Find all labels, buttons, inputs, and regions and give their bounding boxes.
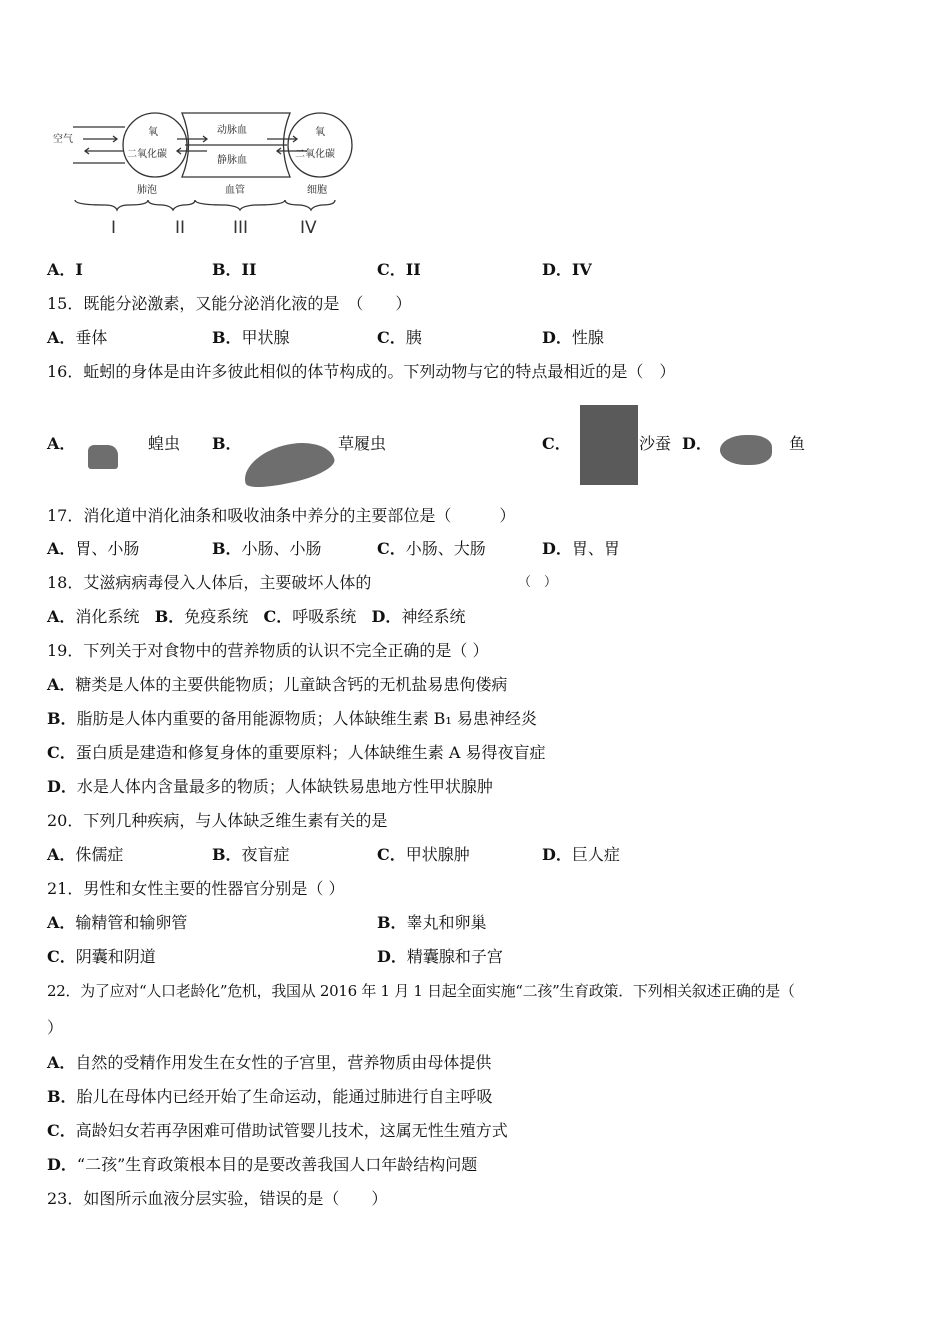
option-a: A．侏儒症 bbox=[47, 845, 124, 864]
option-a: A．胃、小肠 bbox=[47, 539, 140, 558]
stage-2: II bbox=[175, 218, 186, 238]
option-c: C．蛋白质是建造和修复身体的重要原料；人体缺维生素 A 易得夜盲症 bbox=[47, 743, 546, 762]
option-a: A．自然的受精作用发生在女性的子宫里，营养物质由母体提供 bbox=[47, 1053, 492, 1072]
question-21: 21．男性和女性主要的性器官分别是（ ） bbox=[47, 879, 345, 898]
option-a: A．糖类是人体的主要供能物质；儿童缺含钙的无机盐易患佝偻病 bbox=[47, 675, 508, 694]
stage-3: III bbox=[233, 218, 249, 238]
option-d: D．巨人症 bbox=[542, 845, 620, 864]
option-d-text: 鱼 bbox=[789, 434, 806, 453]
option-b: B．小肠、小肠 bbox=[212, 539, 322, 558]
question-19: 19．下列关于对食物中的营养物质的认识不完全正确的是（ ） bbox=[47, 641, 489, 660]
option-a: A．输精管和输卵管 bbox=[47, 913, 188, 932]
question-22-paren: ） bbox=[47, 1018, 64, 1037]
question-16: 16．蚯蚓的身体是由许多彼此相似的体节构成的。下列动物与它的特点最相近的是（ ） bbox=[47, 362, 676, 381]
stage-1: I bbox=[111, 218, 117, 238]
option-b: B．脂肪是人体内重要的备用能源物质；人体缺维生素 B₁ 易患神经炎 bbox=[47, 709, 537, 728]
label-venous: 静脉血 bbox=[217, 155, 247, 166]
label-arterial: 动脉血 bbox=[217, 125, 247, 136]
stage-4: IV bbox=[300, 218, 317, 238]
option-b: B．胎儿在母体内已经开始了生命运动，能通过肺进行自主呼吸 bbox=[47, 1087, 493, 1106]
nereis-image bbox=[580, 405, 638, 485]
label-co2-left: 二氧化碳 bbox=[127, 149, 167, 160]
option-b: B．夜盲症 bbox=[212, 845, 290, 864]
label-oxygen-left: 氧 bbox=[148, 127, 158, 138]
answer-paren: （ ） bbox=[518, 575, 558, 590]
fish-image bbox=[720, 435, 772, 465]
question-18: 18．艾滋病病毒侵入人体后，主要破坏人体的 bbox=[47, 573, 372, 592]
option-a-text: 蝗虫 bbox=[148, 434, 181, 453]
option-b: B．II bbox=[212, 260, 257, 279]
gas-exchange-diagram bbox=[45, 105, 365, 240]
option-c: C．小肠、大肠 bbox=[377, 539, 486, 558]
label-co2-right: 二氧化碳 bbox=[295, 149, 335, 160]
option-a-label: A． bbox=[47, 434, 76, 453]
option-b-text: 草履虫 bbox=[338, 434, 387, 453]
option-d: D．水是人体内含量最多的物质；人体缺铁易患地方性甲状腺肿 bbox=[47, 777, 493, 796]
option-d: D．精囊腺和子宫 bbox=[377, 947, 503, 966]
option-d-label: D． bbox=[682, 434, 712, 453]
option-a: A．垂体 bbox=[47, 328, 108, 347]
label-vessel: 血管 bbox=[225, 185, 245, 196]
option-d: D．胃、胃 bbox=[542, 539, 620, 558]
option-d: D．“二孩”生育政策根本目的是要改善我国人口年龄结构问题 bbox=[47, 1155, 478, 1174]
question-22: 22．为了应对“人口老龄化”危机，我国从 2016 年 1 月 1 日起全面实施“二孩”生育政策．下列相关叙述正确的是（ bbox=[47, 982, 795, 1000]
option-b: B．睾丸和卵巢 bbox=[377, 913, 487, 932]
option-d: D．性腺 bbox=[542, 328, 604, 347]
option-c: C．高龄妇女若再孕困难可借助试管婴儿技术，这属无性生殖方式 bbox=[47, 1121, 508, 1140]
label-cell: 细胞 bbox=[307, 185, 327, 196]
label-air: 空气 bbox=[53, 134, 73, 145]
option-c: C．II bbox=[377, 260, 421, 279]
question-20: 20．下列几种疾病，与人体缺乏维生素有关的是 bbox=[47, 811, 388, 830]
options-row: A．消化系统 B．免疫系统 C．呼吸系统 D．神经系统 bbox=[47, 607, 466, 626]
option-c: C．胰 bbox=[377, 328, 422, 347]
question-15: 15．既能分泌激素，又能分泌消化液的是 （ ） bbox=[47, 294, 412, 313]
option-c: C．阴囊和阴道 bbox=[47, 947, 156, 966]
option-c-label: C． bbox=[542, 434, 571, 453]
locust-image bbox=[88, 445, 118, 469]
paramecium-image bbox=[239, 434, 338, 495]
label-oxygen-right: 氧 bbox=[315, 127, 325, 138]
option-b-label: B． bbox=[212, 434, 242, 453]
option-b: B．甲状腺 bbox=[212, 328, 290, 347]
question-23: 23．如图所示血液分层实验，错误的是（ ） bbox=[47, 1189, 388, 1208]
option-d: D．IV bbox=[542, 260, 592, 279]
option-c: C．甲状腺肿 bbox=[377, 845, 470, 864]
label-alveolus: 肺泡 bbox=[137, 185, 157, 196]
option-c-text: 沙蚕 bbox=[639, 434, 672, 453]
option-a: A．I bbox=[47, 260, 83, 279]
question-17: 17．消化道中消化油条和吸收油条中养分的主要部位是（ ） bbox=[47, 506, 516, 525]
